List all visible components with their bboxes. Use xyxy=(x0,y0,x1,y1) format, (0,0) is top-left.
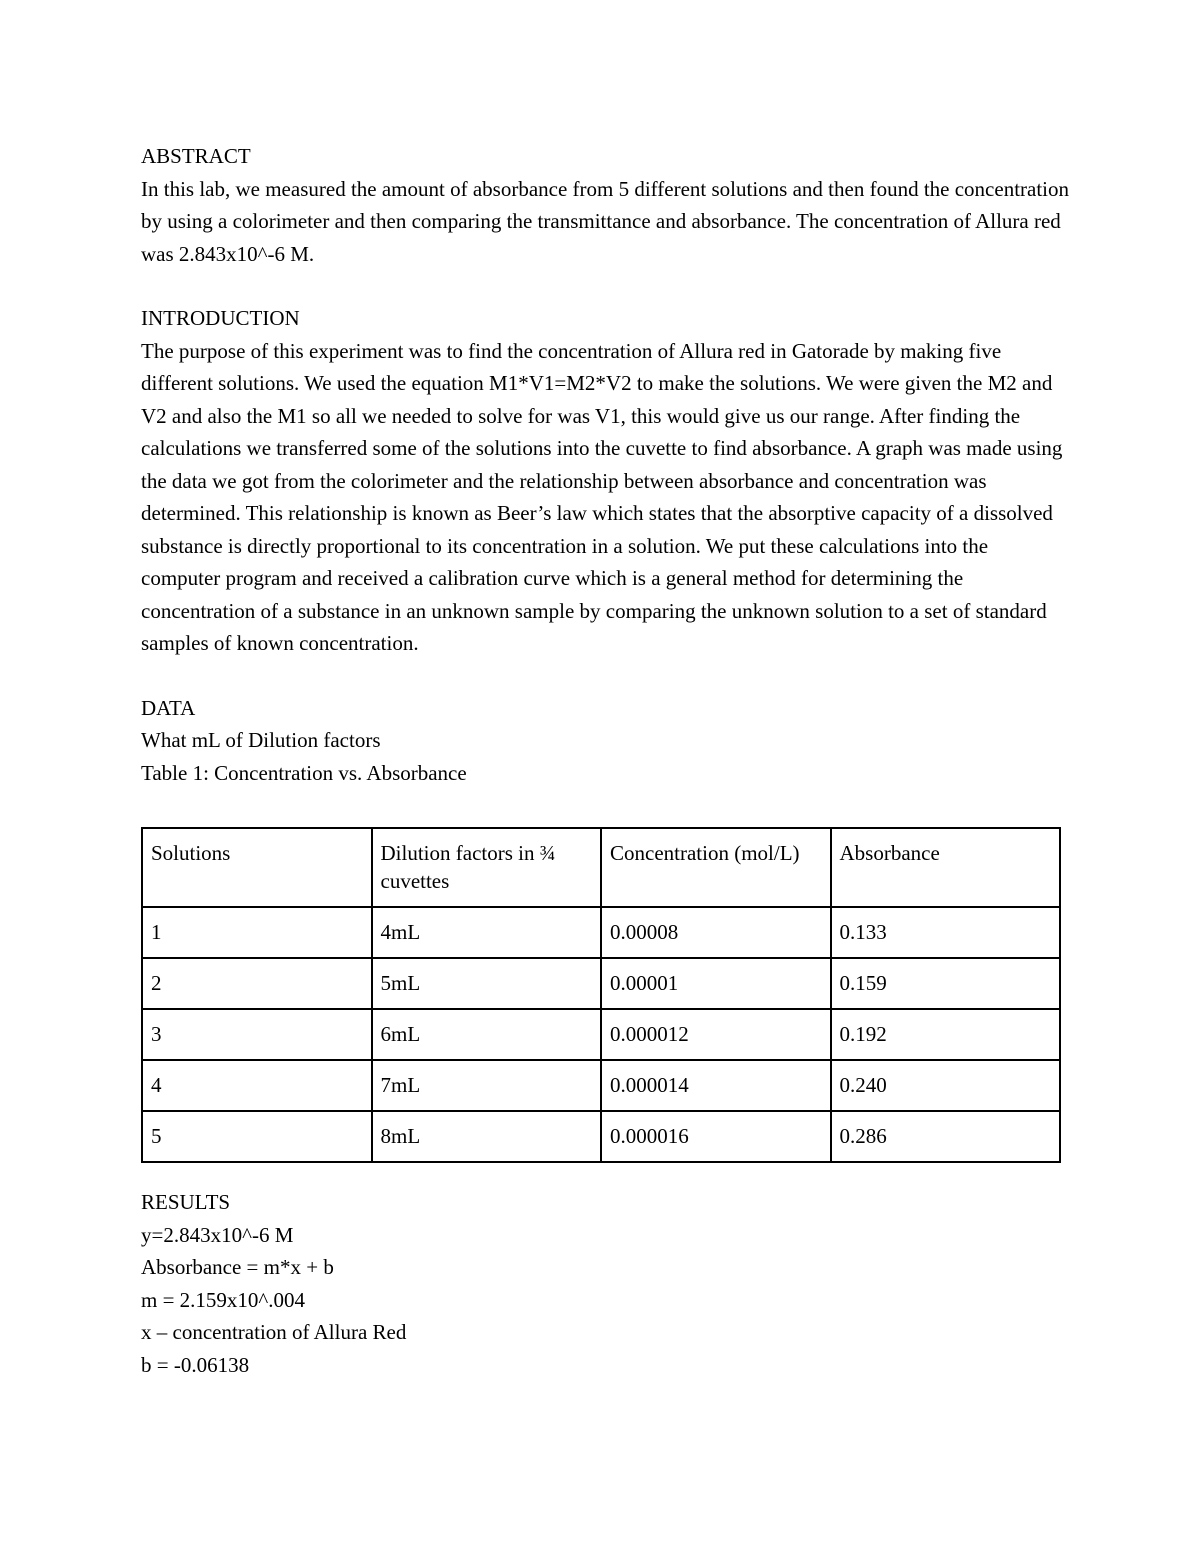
concentration-absorbance-table xyxy=(141,827,1061,1163)
table-row xyxy=(142,1060,1060,1111)
abstract-text: In this lab, we measured the amount of absorbance from 5 different solutions and then found the concentration by using a colorimeter and then comparing the transmittance and absorbance. The concentration of Allura red was 2.843x10^-6 M. xyxy=(141,176,1070,266)
cell-absorbance: 0.192 xyxy=(831,1009,1061,1060)
result-line: y=2.843x10^-6 M xyxy=(141,1222,294,1247)
table-header-row xyxy=(142,828,1060,907)
table-row xyxy=(142,907,1060,958)
introduction-text: The purpose of this experiment was to find the concentration of Allura red in Gatorade by making five different solutions. We used the equation M1*V1=M2*V2 to make the solutions. We were given the M2 and V2 and also the M1 so all we needed to solve for was V1, this would give us our range. After finding the calculations we transferred some of the solutions into the cuvette to find absorbance. A graph was made using the data we got from the colorimeter and the relationship between absorbance and concentration was determined. This relationship is known as Beer’s law which states that the absorptive capacity of a dissolved substance is directly proportional to its concentration in a solution. We put these calculations into the computer program and received a calibration curve which is a general method for determining the concentration of a substance in an unknown sample by comparing the unknown solution to a set of standard samples of known concentration. xyxy=(141,338,1063,655)
cell-concentration: 0.000012 xyxy=(601,1009,831,1060)
cell-solution: 5 xyxy=(142,1111,372,1162)
data-subheading: What mL of Dilution factors xyxy=(141,728,381,752)
cell-dilution: 8mL xyxy=(372,1111,602,1162)
cell-concentration: 0.00001 xyxy=(601,958,831,1009)
introduction-heading: INTRODUCTION xyxy=(141,306,300,330)
cell-absorbance: 0.240 xyxy=(831,1060,1061,1111)
table-caption: Table 1: Concentration vs. Absorbance xyxy=(141,760,467,785)
cell-solution: 1 xyxy=(142,907,372,958)
cell-solution: 4 xyxy=(142,1060,372,1111)
spacer xyxy=(141,270,1071,302)
header-cell-dilution: Dilution factors in ¾ cuvettes xyxy=(372,828,602,907)
abstract-section xyxy=(141,140,1071,270)
result-line: Absorbance = m*x + b xyxy=(141,1255,334,1279)
result-line: m = 2.159x10^.004 xyxy=(141,1287,306,1312)
header-cell-solutions: Solutions xyxy=(142,828,372,907)
abstract-heading: ABSTRACT xyxy=(141,144,251,168)
result-line: x – concentration of Allura Red xyxy=(141,1320,407,1344)
cell-concentration: 0.000016 xyxy=(601,1111,831,1162)
cell-absorbance: 0.133 xyxy=(831,907,1061,958)
cell-absorbance: 0.286 xyxy=(831,1111,1061,1162)
cell-concentration: 0.00008 xyxy=(601,907,831,958)
cell-solution: 3 xyxy=(142,1009,372,1060)
table-row xyxy=(142,1111,1060,1162)
cell-dilution: 7mL xyxy=(372,1060,602,1111)
data-heading: DATA xyxy=(141,695,196,720)
cell-dilution: 5mL xyxy=(372,958,602,1009)
spacer xyxy=(141,660,1071,692)
introduction-section xyxy=(141,302,1071,660)
cell-dilution: 6mL xyxy=(372,1009,602,1060)
cell-solution: 2 xyxy=(142,958,372,1009)
table-row xyxy=(142,958,1060,1009)
data-section xyxy=(141,692,1071,1164)
document-page xyxy=(141,140,1071,1381)
table-row xyxy=(142,1009,1060,1060)
header-cell-concentration: Concentration (mol/L) xyxy=(601,828,831,907)
results-section xyxy=(141,1186,1071,1381)
cell-absorbance: 0.159 xyxy=(831,958,1061,1009)
header-cell-absorbance: Absorbance xyxy=(831,828,1061,907)
cell-dilution: 4mL xyxy=(372,907,602,958)
results-heading: RESULTS xyxy=(141,1190,231,1214)
cell-concentration: 0.000014 xyxy=(601,1060,831,1111)
result-line: b = -0.06138 xyxy=(141,1352,250,1377)
